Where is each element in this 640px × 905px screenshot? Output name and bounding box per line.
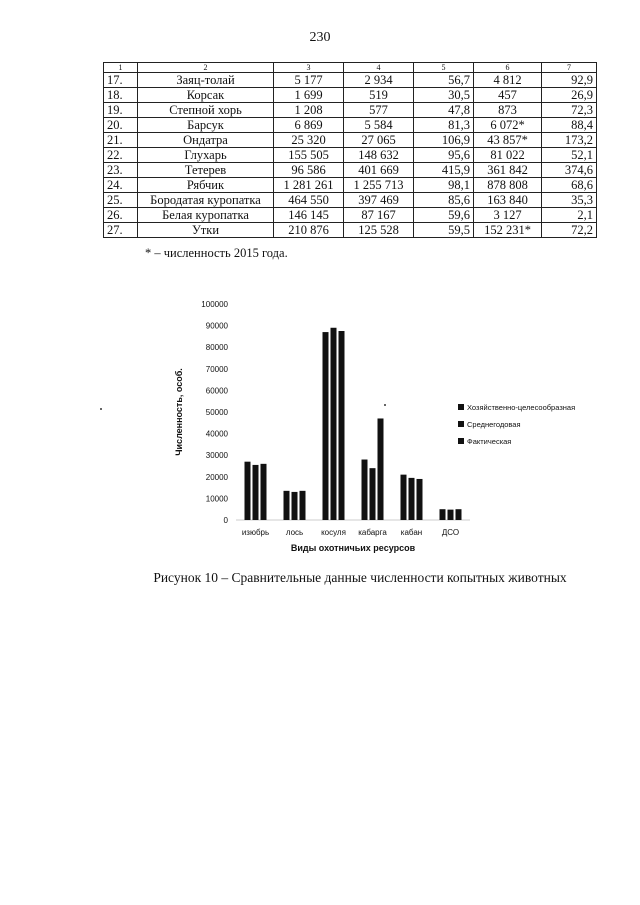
legend-swatch [458, 404, 464, 410]
table-cell: 5 177 [274, 73, 344, 88]
table-cell: 27. [104, 223, 138, 238]
table-cell: 1 281 261 [274, 178, 344, 193]
table-cell: 361 842 [474, 163, 542, 178]
table-cell: Заяц-толай [138, 73, 274, 88]
bar-кабарга-1 [362, 460, 368, 520]
footnote: * – численность 2015 года. [145, 246, 288, 260]
header-cell: 3 [274, 63, 344, 73]
scan-speck [384, 404, 386, 406]
y-tick-label: 40000 [205, 429, 228, 439]
table-cell: 1 255 713 [344, 178, 414, 193]
header-cell: 6 [474, 63, 542, 73]
table-cell: Рябчик [138, 178, 274, 193]
table-cell: 85,6 [414, 193, 474, 208]
legend-label: Фактическая [467, 437, 512, 446]
table-cell: Тетерев [138, 163, 274, 178]
table-cell: 26. [104, 208, 138, 223]
table-cell: 21. [104, 133, 138, 148]
y-tick-label: 60000 [205, 386, 228, 396]
bar-ДСО-3 [456, 509, 462, 520]
table-cell: 52,1 [542, 148, 597, 163]
table-cell: 163 840 [474, 193, 542, 208]
x-tick-label: ДСО [441, 528, 460, 537]
legend-swatch [458, 438, 464, 444]
table-cell: 146 145 [274, 208, 344, 223]
bar-изюбрь-3 [261, 464, 267, 520]
y-tick-label: 100000 [201, 300, 228, 309]
page-number: 230 [309, 30, 331, 45]
bar-chart [160, 292, 600, 564]
table-cell: 25. [104, 193, 138, 208]
table-cell: 72,3 [542, 103, 597, 118]
table-row [104, 118, 597, 133]
table-cell: 6 869 [274, 118, 344, 133]
y-tick-label: 10000 [205, 494, 228, 504]
table-cell: 6 072* [474, 118, 542, 133]
table-cell: 26,9 [542, 88, 597, 103]
table-cell: 59,5 [414, 223, 474, 238]
table-cell: Бородатая куропатка [138, 193, 274, 208]
table-row [104, 103, 597, 118]
x-tick-label: кабан [400, 528, 423, 537]
table-cell: Корсак [138, 88, 274, 103]
table-cell: 1 208 [274, 103, 344, 118]
table-cell: 81,3 [414, 118, 474, 133]
table-cell: 81 022 [474, 148, 542, 163]
table-cell: 87 167 [344, 208, 414, 223]
table-cell: 374,6 [542, 163, 597, 178]
table-cell: Барсук [138, 118, 274, 133]
bar-кабан-3 [417, 479, 423, 520]
bar-косуля-3 [339, 331, 345, 520]
table-cell: 96 586 [274, 163, 344, 178]
table-cell: 18. [104, 88, 138, 103]
table-cell: 35,3 [542, 193, 597, 208]
table-row [104, 208, 597, 223]
table-cell: 47,8 [414, 103, 474, 118]
bar-косуля-1 [323, 332, 329, 520]
table-cell: 19. [104, 103, 138, 118]
bar-изюбрь-2 [253, 465, 259, 520]
header-cell: 1 [104, 63, 138, 73]
table-cell: 415,9 [414, 163, 474, 178]
table-cell: 464 550 [274, 193, 344, 208]
table-cell: 30,5 [414, 88, 474, 103]
bar-лось-2 [292, 492, 298, 520]
figure-caption: Рисунок 10 – Сравнительные данные численности копытных животных [153, 570, 567, 585]
bar-лось-3 [300, 491, 306, 520]
y-tick-label: 20000 [205, 472, 228, 482]
table-cell: 43 857* [474, 133, 542, 148]
table-cell: 24. [104, 178, 138, 193]
bar-кабарга-3 [378, 418, 384, 520]
table-cell: Степной хорь [138, 103, 274, 118]
y-tick-label: 30000 [205, 451, 228, 461]
x-tick-label: лось [285, 528, 304, 537]
chart-svg [160, 292, 600, 564]
table-cell: Ондатра [138, 133, 274, 148]
table-cell: 92,9 [542, 73, 597, 88]
table-cell: 873 [474, 103, 542, 118]
table-cell: 72,2 [542, 223, 597, 238]
table-cell: 148 632 [344, 148, 414, 163]
table-cell: 125 528 [344, 223, 414, 238]
bar-ДСО-1 [440, 509, 446, 520]
table-cell: 2,1 [542, 208, 597, 223]
header-cell: 5 [414, 63, 474, 73]
table-cell: 210 876 [274, 223, 344, 238]
table-cell: Глухарь [138, 148, 274, 163]
table-cell: 23. [104, 163, 138, 178]
table-cell: 457 [474, 88, 542, 103]
bar-кабан-1 [401, 475, 407, 520]
table-cell: 95,6 [414, 148, 474, 163]
legend-label: Среднегодовая [467, 420, 521, 429]
header-cell: 2 [138, 63, 274, 73]
table-cell: 98,1 [414, 178, 474, 193]
legend-label: Хозяйственно-целесообразная [467, 403, 576, 412]
x-tick-label: изюбрь [241, 528, 270, 537]
legend-swatch [458, 421, 464, 427]
table-cell: 88,4 [542, 118, 597, 133]
table-cell: 106,9 [414, 133, 474, 148]
table-row [104, 73, 597, 88]
y-tick-label: 50000 [205, 408, 228, 417]
y-tick-label: 80000 [205, 343, 228, 353]
table-row [104, 148, 597, 163]
table-cell: Белая куропатка [138, 208, 274, 223]
table-cell: 173,2 [542, 133, 597, 148]
table-row [104, 133, 597, 148]
table-cell: 2 934 [344, 73, 414, 88]
table-row [104, 163, 597, 178]
table-cell: 22. [104, 148, 138, 163]
table-row [104, 223, 597, 238]
x-axis-title: Виды охотничьих ресурсов [290, 543, 416, 553]
table-cell: 5 584 [344, 118, 414, 133]
bar-ДСО-2 [448, 510, 454, 520]
table-cell: 68,6 [542, 178, 597, 193]
table-cell: 3 127 [474, 208, 542, 223]
header-cell: 7 [542, 63, 597, 73]
table-cell: 577 [344, 103, 414, 118]
bar-лось-1 [284, 491, 290, 520]
y-tick-label: 0 [223, 516, 228, 525]
y-tick-label: 70000 [205, 364, 228, 374]
table-cell: 519 [344, 88, 414, 103]
x-tick-label: кабарга [358, 528, 387, 537]
bar-изюбрь-1 [245, 462, 251, 520]
table-row [104, 178, 597, 193]
header-cell: 4 [344, 63, 414, 73]
bar-косуля-2 [331, 328, 337, 520]
bar-кабан-2 [409, 478, 415, 520]
table-cell: 155 505 [274, 148, 344, 163]
table-cell: 17. [104, 73, 138, 88]
bar-кабарга-2 [370, 468, 376, 520]
table-row [104, 193, 597, 208]
table-cell: Утки [138, 223, 274, 238]
table-cell: 27 065 [344, 133, 414, 148]
table-cell: 20. [104, 118, 138, 133]
table-cell: 25 320 [274, 133, 344, 148]
scan-speck [100, 408, 102, 410]
table-header-row [104, 63, 597, 73]
table-cell: 56,7 [414, 73, 474, 88]
table-cell: 397 469 [344, 193, 414, 208]
y-tick-label: 90000 [205, 321, 228, 331]
table-cell: 1 699 [274, 88, 344, 103]
y-axis-title: Численность, особ. [174, 368, 184, 456]
table-cell: 4 812 [474, 73, 542, 88]
table-cell: 878 808 [474, 178, 542, 193]
table-cell: 59,6 [414, 208, 474, 223]
table-cell: 152 231* [474, 223, 542, 238]
x-tick-label: косуля [321, 528, 346, 537]
table-cell: 401 669 [344, 163, 414, 178]
table-row [104, 88, 597, 103]
data-table [103, 62, 597, 238]
